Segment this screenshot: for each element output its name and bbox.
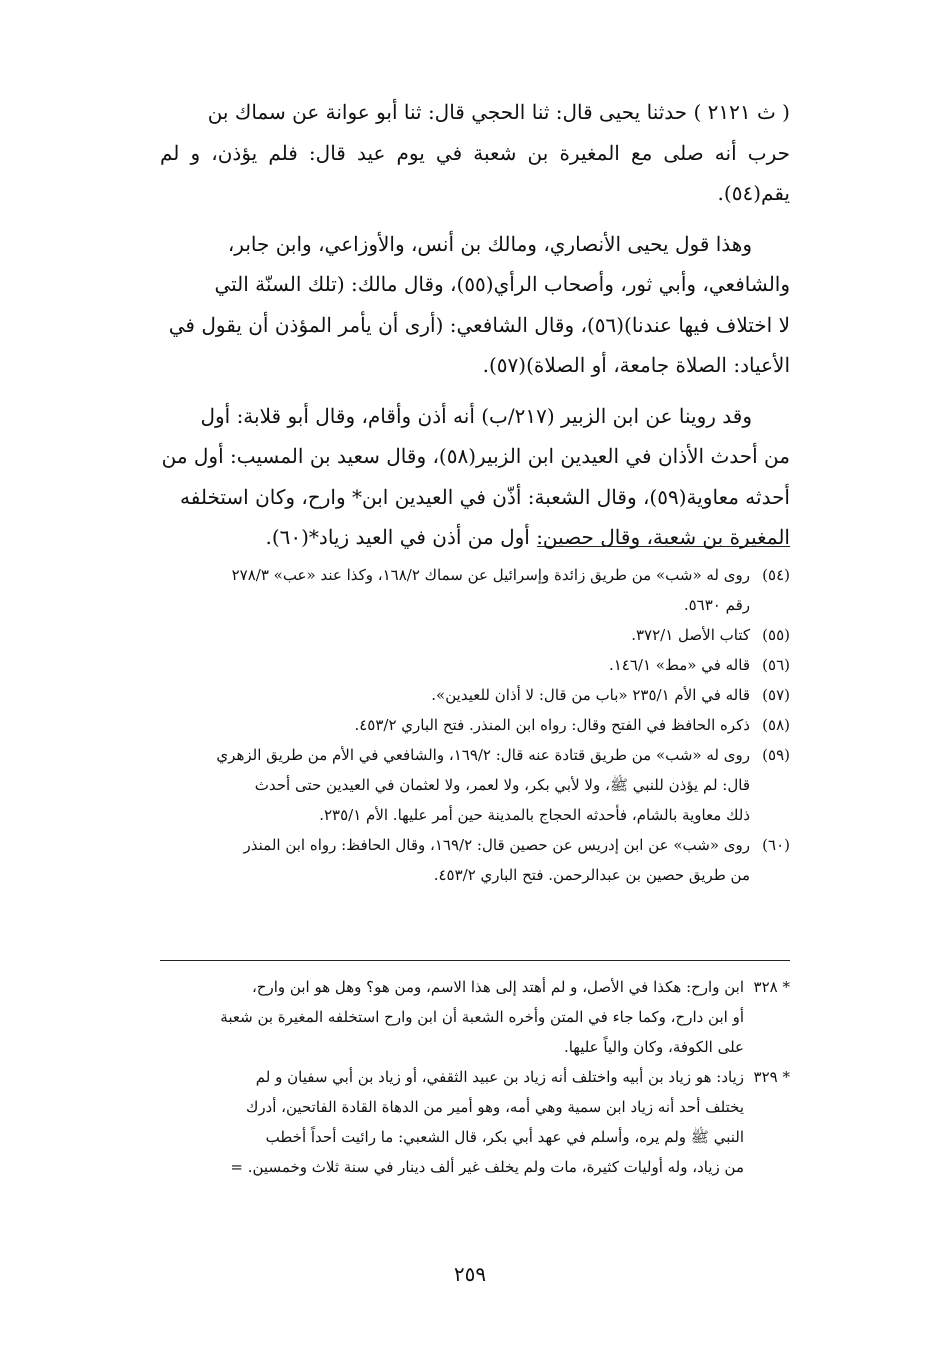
footnote-line: روى له «شب» من طريق قتادة عنه قال: ١٦٩/٢، والشافعي في الأم من طريق الزهري <box>216 746 750 764</box>
footnote-number: (٥٤) <box>762 566 790 584</box>
note-line: يختلف أحد أنه زياد ابن سمية وهي أمه، وهو أمير من الدهاة القادة الفاتحين، أدرك <box>245 1098 744 1116</box>
footnote <box>160 620 790 650</box>
main-line: حرب أنه صلى مع المغيرة بن شعبة في يوم عيد قال: فلم يؤذن، و لم يقم(٥٤). <box>160 140 790 205</box>
footnote-number: (٥٨) <box>762 716 790 734</box>
footnote <box>160 740 790 830</box>
notes-separator <box>160 960 790 961</box>
footnote <box>160 680 790 710</box>
footnote-line: قال: لم يؤذن للنبي ﷺ، ولا لأبي بكر، ولا لعمر، ولا لعثمان في العيدين حتى أحدث <box>254 776 750 794</box>
note-number: * ٣٢٩ <box>753 1068 790 1086</box>
footnote-line: روى «شب» عن ابن إدريس عن حصين قال: ١٦٩/٢، وقال الحافظ: رواه ابن المنذر <box>243 836 750 854</box>
main-text <box>160 92 790 558</box>
footnote-number: (٥٧) <box>762 686 790 704</box>
editor-note <box>160 972 790 1062</box>
main-line: أحدثه معاوية(٥٩)، وقال الشعبة: أذّن في العيدين ابن* وارح، وكان استخلفه <box>180 484 790 509</box>
main-line: ( ث ٢١٢١ ) حدثنا يحيى قال: ثنا الحجي قال: ثنا أبو عوانة عن سماك بن <box>207 100 790 124</box>
footnote-number: (٥٥) <box>762 626 790 644</box>
footnote-number: (٦٠) <box>762 836 790 854</box>
footnote-line: ذلك معاوية بالشام، فأحدثه الحجاج بالمدينة حين أمر عليها. الأم ٢٣٥/١. <box>319 806 750 824</box>
footnote-line: من طريق حصين بن عبدالرحمن. فتح الباري ٤٥٣/٢. <box>433 866 750 884</box>
editor-notes <box>160 972 790 1182</box>
note-number: * ٣٢٨ <box>753 978 790 996</box>
main-line: لا اختلاف فيها عندنا)(٥٦)، وقال الشافعي: (أرى أن يأمر المؤذن أن يقول في <box>168 312 790 337</box>
footnote-number: (٥٦) <box>762 656 790 674</box>
note-line: من زياد، وله أوليات كثيرة، مات ولم يخلف غير ألف دينار في سنة ثلاث وخمسين. = <box>230 1158 744 1176</box>
main-line: وقد روينا عن ابن الزبير (٢١٧/ب) أنه أذن وأقام، وقال أبو قلابة: أول <box>200 403 752 428</box>
note-line: ابن وارح: هكذا في الأصل، و لم أهتد إلى هذا الاسم، ومن هو؟ وهل هو ابن وارح، <box>251 978 744 996</box>
main-line: المغيرة بن شعبة، وقال حصين: أول من أذن في العيد زياد*(٦٠). <box>265 525 790 549</box>
note-line: النبي ﷺ ولم يره، وأسلم في عهد أبي بكر، قال الشعبي: ما رائيت أحداً أخطب <box>265 1128 744 1146</box>
note-line: أو ابن دارح، وكما جاء في المتن وأخره الشعبة أن ابن وارح استخلفه المغيرة بن شعبة <box>220 1008 744 1026</box>
note-line: على الكوفة، وكان والياً عليها. <box>563 1038 744 1056</box>
footnote <box>160 710 790 740</box>
footnote-line: قاله في «مط» ١٤٦/١. <box>608 656 750 674</box>
footnote-line: قاله في الأم ٢٣٥/١ «باب من قال: لا أذان للعيدين». <box>431 686 750 704</box>
footnote-line: روى له «شب» من طريق زائدة وإسرائيل عن سماك ١٦٨/٢، وكذا عند «عب» ٢٧٨/٣ <box>231 566 750 584</box>
main-line: والشافعي، وأبي ثور، وأصحاب الرأي(٥٥)، وقال مالك: (تلك السنّة التي <box>214 272 790 296</box>
main-line: وهذا قول يحيى الأنصاري، ومالك بن أنس، والأوزاعي، وابن جابر، <box>227 231 752 256</box>
footnote <box>160 830 790 890</box>
editor-note <box>160 1062 790 1182</box>
footnote-number: (٥٩) <box>762 746 790 764</box>
footnote-separator <box>537 546 790 547</box>
footnote-line: رقم ٥٦٣٠. <box>683 596 750 614</box>
footnote-line: كتاب الأصل ٣٧٢/١. <box>631 626 750 644</box>
note-line: زياد: هو زياد بن أبيه واختلف أنه زياد بن عبيد الثقفي، أو زياد بن أبي سفيان و لم <box>255 1068 744 1086</box>
footnotes <box>160 560 790 890</box>
footnote <box>160 560 790 620</box>
footnote-line: ذكره الحافظ في الفتح وقال: رواه ابن المنذر. فتح الباري ٤٥٣/٢. <box>354 716 750 734</box>
footnote <box>160 650 790 680</box>
main-line: من أحدث الأذان في العيدين ابن الزبير(٥٨)، وقال سعيد بن المسيب: أول من <box>161 444 790 468</box>
main-line: الأعياد: الصلاة جامعة، أو الصلاة)(٥٧). <box>482 353 790 377</box>
page-number: ٢٥٩ <box>453 1262 487 1286</box>
